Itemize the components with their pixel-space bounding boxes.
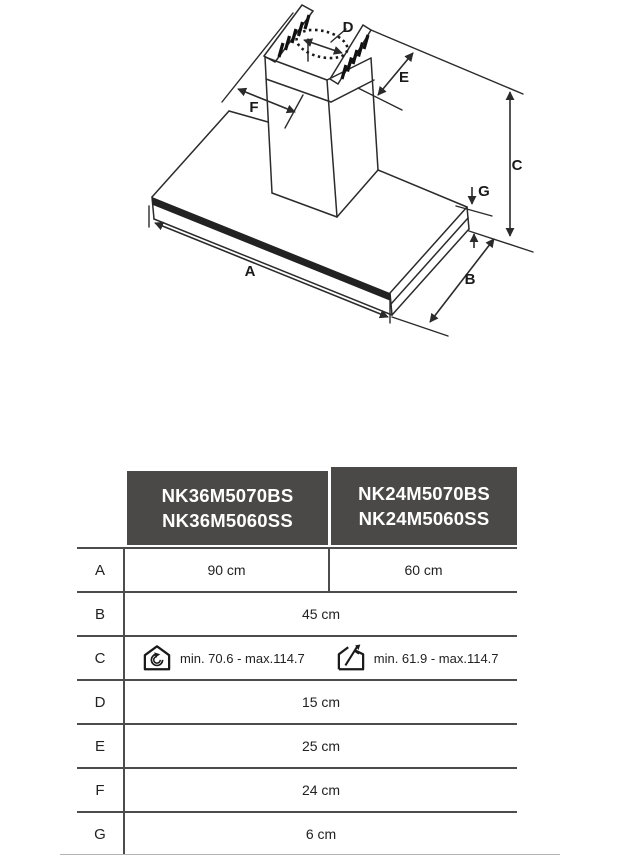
dim-label-b: B — [464, 271, 476, 288]
recirculation-height-range: min. 70.6 - max.114.7 — [180, 650, 305, 666]
model-name: NK36M5060SS — [162, 510, 293, 531]
recirculation-house-icon — [141, 644, 173, 672]
table-bottom-rule — [60, 854, 560, 855]
recirculation-mode-group — [141, 644, 305, 672]
hood-canopy-outline — [152, 111, 469, 315]
row-label: A — [77, 549, 125, 591]
model-header-60cm — [331, 467, 517, 545]
row-value: 24 cm — [301, 782, 341, 798]
model-header-90cm — [127, 471, 328, 545]
table-row-g — [77, 811, 517, 855]
canopy-front-trim-strip — [152, 197, 391, 301]
dimension-arrows — [155, 40, 510, 322]
dim-label-e: E — [398, 69, 410, 86]
table-row-c — [77, 635, 517, 679]
dim-label-d: D — [342, 19, 354, 36]
row-label: G — [77, 813, 125, 855]
row-value: 15 cm — [301, 694, 341, 710]
dim-label-g: G — [478, 183, 490, 200]
dim-label-a: A — [244, 263, 256, 280]
extraction-house-icon — [335, 644, 367, 672]
row-value: 45 cm — [301, 606, 341, 622]
dim-label-c: C — [511, 157, 523, 174]
dim-arrow-D — [304, 40, 342, 53]
row-label: F — [77, 769, 125, 811]
row-label: D — [77, 681, 125, 723]
dim-arrow-A — [155, 223, 388, 317]
dim-label-f: F — [249, 99, 259, 116]
row-value: 25 cm — [301, 738, 341, 754]
dimension-table — [77, 547, 517, 855]
extraction-mode-group — [335, 644, 499, 672]
model-name: NK24M5060SS — [358, 508, 490, 529]
hood-dimension-diagram — [0, 0, 629, 360]
table-row-b — [77, 591, 517, 635]
dim-arrow-B — [430, 239, 494, 322]
table-row-f — [77, 767, 517, 811]
table-row-e — [77, 723, 517, 767]
model-name: NK36M5070BS — [161, 485, 294, 506]
height-range-values — [125, 637, 517, 679]
row-label: E — [77, 725, 125, 767]
row-label: B — [77, 593, 125, 635]
table-row-a — [77, 547, 517, 591]
value-90cm-model: 90 cm — [125, 549, 330, 591]
table-row-d — [77, 679, 517, 723]
value-60cm-model: 60 cm — [404, 562, 443, 578]
row-label: C — [77, 637, 125, 679]
extraction-height-range: min. 61.9 - max.114.7 — [373, 650, 499, 666]
hood-chimney-outline — [264, 5, 378, 217]
model-name: NK24M5070BS — [358, 483, 490, 504]
row-value: 6 cm — [305, 826, 337, 842]
